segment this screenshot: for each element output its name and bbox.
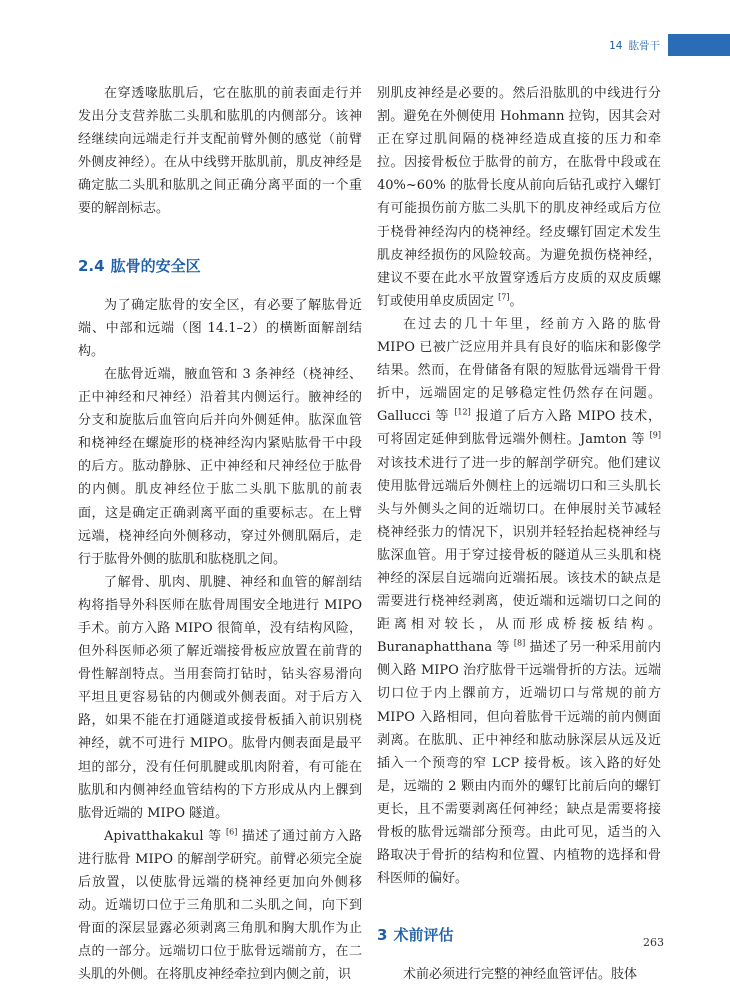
- text-run: Apivatthakakul 等: [104, 828, 227, 844]
- citation: [6]: [226, 827, 238, 837]
- text-run: 对该技术进行了进一步的解剖学研究。他们建议使用肱骨远端后外侧柱上的远端切口和三头肌长头与外侧头之间的近端切口。在伸展肘关节减轻桡神经张力的情况下，识别并轻轻抬起桡神经与肱深血管。用于穿过接骨板的隧道从三头肌和桡神经的深层自远端向近端拓展。该技术的缺点是需要进行桡神经剥离，使近端和远端切口之间的距离相对较长，从而形成桥接板结构。Buranaphatthana 等: [377, 455, 661, 656]
- citation: [8]: [513, 638, 526, 648]
- paragraph: [377, 82, 661, 313]
- left-column: [78, 82, 362, 986]
- text-run: 描述了通过前方入路进行肱骨 MIPO 的解剖学研究。前臂必须完全旋后放置，以使肱骨远端的桡神经更加向外侧移动。近端切口位于三角肌和二头肌之间，向下到骨面的深层显露必须剥离三角肌和胸大肌作为止点的一部分。远端切口位于肱骨远端前方，在二头肌的外侧。在将肌皮神经牵拉到内侧之前，识: [78, 828, 362, 983]
- chapter-title: 肱骨干: [628, 40, 660, 52]
- citation: [12]: [454, 407, 471, 417]
- paragraph: 了解骨、肌肉、肌腱、神经和血管的解剖结构将指导外科医师在肱骨周围安全地进行 MIPO 手术。前方入路 MIPO 很简单，没有结构风险，但外科医师必须了解近端接骨板应放置在前背的骨性解剖特点。当用套筒打钻时，钻头容易滑向平坦且更容易钻的内侧或外侧表面。对于后方入路，如果不能在打通隧道或接骨板插入前识别桡神经，就不可进行 MIPO。肱骨内侧表面是最平坦的部分，没有任何肌腱或肌肉附着，有可能在肱肌和内侧神经血管结构的下方形成从内上髁到肱骨近端的 MIPO 隧道。: [78, 574, 362, 821]
- text-run: 描述了另一种采用前内侧入路 MIPO 治疗肱骨干远端骨折的方法。远端切口位于内上髁前方，近端切口与常规的前方 MIPO 入路相同，但向着肱骨干远端的前内侧面剥离。在肱肌、正中神经和肱动脉深层从远及近插入一个预弯的窄 LCP 接骨板。该入路的好处是，远端的 2 颗由内而外的螺钉比前后向的螺钉更长，且不需要剥离任何神经；缺点是需要将接骨板的肱骨远端部分预弯。由此可见，适当的入路取决于骨折的结构和位置、内植物的选择和骨科医师的偏好。: [377, 640, 661, 887]
- text-run: 。: [509, 293, 523, 309]
- citation: [7]: [498, 292, 510, 302]
- paragraph: [78, 825, 362, 986]
- section-title: 肱骨的安全区: [110, 256, 201, 275]
- section-title: 术前评估: [393, 926, 454, 945]
- citation: [9]: [649, 431, 661, 441]
- right-column: [377, 82, 661, 986]
- section-heading: [377, 924, 661, 947]
- text-run: 报道了后方入路 MIPO 技术，可将固定延伸到肱骨远端外侧柱。Jamton 等: [377, 409, 661, 448]
- section-heading: [78, 255, 362, 278]
- section-number: 3: [377, 926, 388, 945]
- running-head: [609, 38, 660, 53]
- text-run: 在过去的几十年里，经前方入路的肱骨 MIPO 已被广泛应用并具有良好的临床和影像学结果。然而，在骨储备有限的短肱骨远端骨干骨折中，远端固定的足够稳定性仍然存在问题。Gallucci 等: [377, 316, 661, 425]
- section-number: 2.4: [78, 256, 105, 275]
- header-color-bar: [668, 34, 730, 56]
- page-number: 263: [643, 936, 664, 949]
- text-run: 别肌皮神经是必要的。然后沿肱肌的中线进行分割。避免在外侧使用 Hohmann 拉钩，因其会对正在穿过肌间隔的桡神经造成直接的压力和牵拉。因接骨板位于肱骨的前方，在肱骨中段或在 40%~60% 的肱骨长度从前向后钻孔或拧入螺钉有可能损伤前方肱二头肌下的肌皮神经或后方位于桡骨神经沟内的桡神经。经皮螺钉固定术发生肌皮神经损伤的风险较高。为避免损伤桡神经，建议不要在此水平放置穿透后方皮质的双皮质螺钉或使用单皮质固定: [377, 86, 661, 309]
- chapter-number: 14: [609, 39, 623, 52]
- paragraph: [377, 313, 661, 890]
- paragraph: 在穿透喙肱肌后，它在肱肌的前表面走行并发出分支营养肱二头肌和肱肌的内侧部分。该神经继续向远端走行并支配前臂外侧的感觉（前臂外侧皮神经）。在从中线劈开肱肌前，肌皮神经是确定肱二头肌和肱肌之间正确分离平面的一个重要的解剖标志。: [78, 86, 362, 217]
- paragraph: 在肱骨近端，腋血管和 3 条神经（桡神经、正中神经和尺神经）沿着其内侧运行。腋神经的分支和旋肱后血管向后并向外侧延伸。肱深血管和桡神经在螺旋形的桡神经沟内紧贴肱骨干中段的后方。肱动静脉、正中神经和尺神经位于肱骨的内侧。肌皮神经位于肱二头肌下肱肌的前表面，这是确定正确剥离平面的重要标志。在上臂远端，桡神经向外侧移动，穿过外侧肌隔后，走行于肱骨外侧的肱肌和肱桡肌之间。: [78, 366, 362, 567]
- paragraph: 术前必须进行完整的神经血管评估。肢体: [403, 967, 638, 983]
- paragraph: 为了确定肱骨的安全区，有必要了解肱骨近端、中部和远端（图 14.1–2）的横断面解剖结构。: [78, 297, 362, 359]
